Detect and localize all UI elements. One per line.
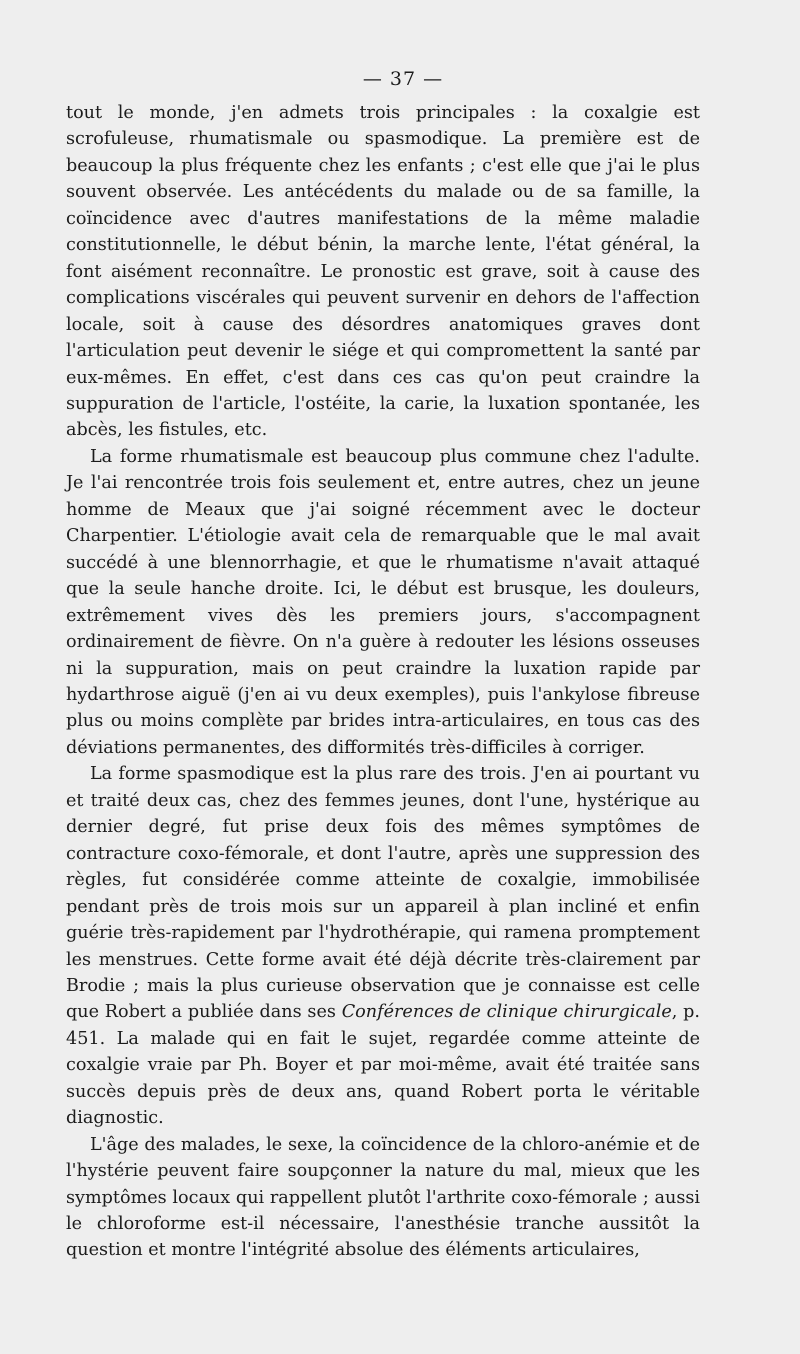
paragraph-1-continuation: tout le monde, j'en admets trois principales : la coxalgie est scrofuleuse, rhumatismale ou spasmodique. La première est de beaucoup la plus fréquente chez les enfants ; c'est elle que j'ai le plus souvent observée. Les antécédents du malade ou de sa famille, la coïncidence avec d'autres manifestations de la même maladie constitutionnelle, le début bénin, la marche lente, l'état général, la font aisément reconnaître. Le pronostic est grave, soit à cause des complications viscérales qui peuvent survenir en dehors de l'affection locale, soit à cause des désordres anatomiques graves dont l'articulation peut devenir le siége et qui compromettent la santé par eux-mêmes. En effet, c'est dans ces cas qu'on peut craindre la suppuration de l'article, l'ostéite, la carie, la luxation spontanée, les abcès, les fistules, etc. [66,103,700,441]
paragraph-spasmodic-text-after: , p. 451. La malade qui en fait le sujet, regardée comme atteinte de coxalgie vraie par Ph. Boyer et par moi-même, avait été traitée sans succès depuis près de deux ans, quand Robert porta le véritable diagnostic. [66,1002,700,1129]
paragraph-rheumatic-form: La forme rhumatismale est beaucoup plus commune chez l'adulte. Je l'ai rencontrée trois fois seulement et, entre autres, chez un jeune homme de Meaux que j'ai soigné récemment avec le docteur Charpentier. L'étiologie avait cela de remarquable que le mal avait succédé à une blennorrhagie, et que le rhumatisme n'avait attaqué que la seule hanche droite. Ici, le début est brusque, les douleurs, extrêmement vives dès les premiers jours, s'accompagnent ordinairement de fièvre. On n'a guère à redouter les lésions osseuses ni la suppuration, mais on peut craindre la luxation rapide par hydarthrose aiguë (j'en ai vu deux exemples), puis l'ankylose fibreuse plus ou moins complète par brides intra-articulaires, en tous cas des déviations permanentes, des difformités très-difficiles à corriger. [66,446,700,758]
book-title-citation: Conférences de clinique chirurgicale [341,1002,672,1023]
paragraph-spasmodic-form [66,761,700,1131]
page-number: — 37 — [362,68,444,90]
paragraph-diagnosis: L'âge des malades, le sexe, la coïncidence de la chloro-anémie et de l'hystérie peuvent faire soupçonner la nature du mal, mieux que les symptômes locaux qui rappellent plutôt l'arthrite coxo-fémorale ; aussi le chloroforme est-il nécessaire, l'anesthésie tranche aussitôt la question et montre l'intégrité absolue des éléments articulaires, [66,1134,700,1261]
paragraph-spasmodic-text-before: La forme spasmodique est la plus rare des trois. J'en ai pourtant vu et traité deux cas, chez des femmes jeunes, dont l'une, hystérique au dernier degré, fut prise deux fois des mêmes symptômes de contracture coxo-fémorale, et dont l'autre, après une suppression des règles, fut considérée comme atteinte de coxalgie, immobilisée pendant près de trois mois sur un appareil à plan incliné et enfin guérie très-rapidement par l'hydrothérapie, qui ramena promptement les menstrues. Cette forme avait été déjà décrite très-clairement par Brodie ; mais la plus curieuse observation que je connaisse est celle que Robert a publiée dans ses [66,764,700,1023]
